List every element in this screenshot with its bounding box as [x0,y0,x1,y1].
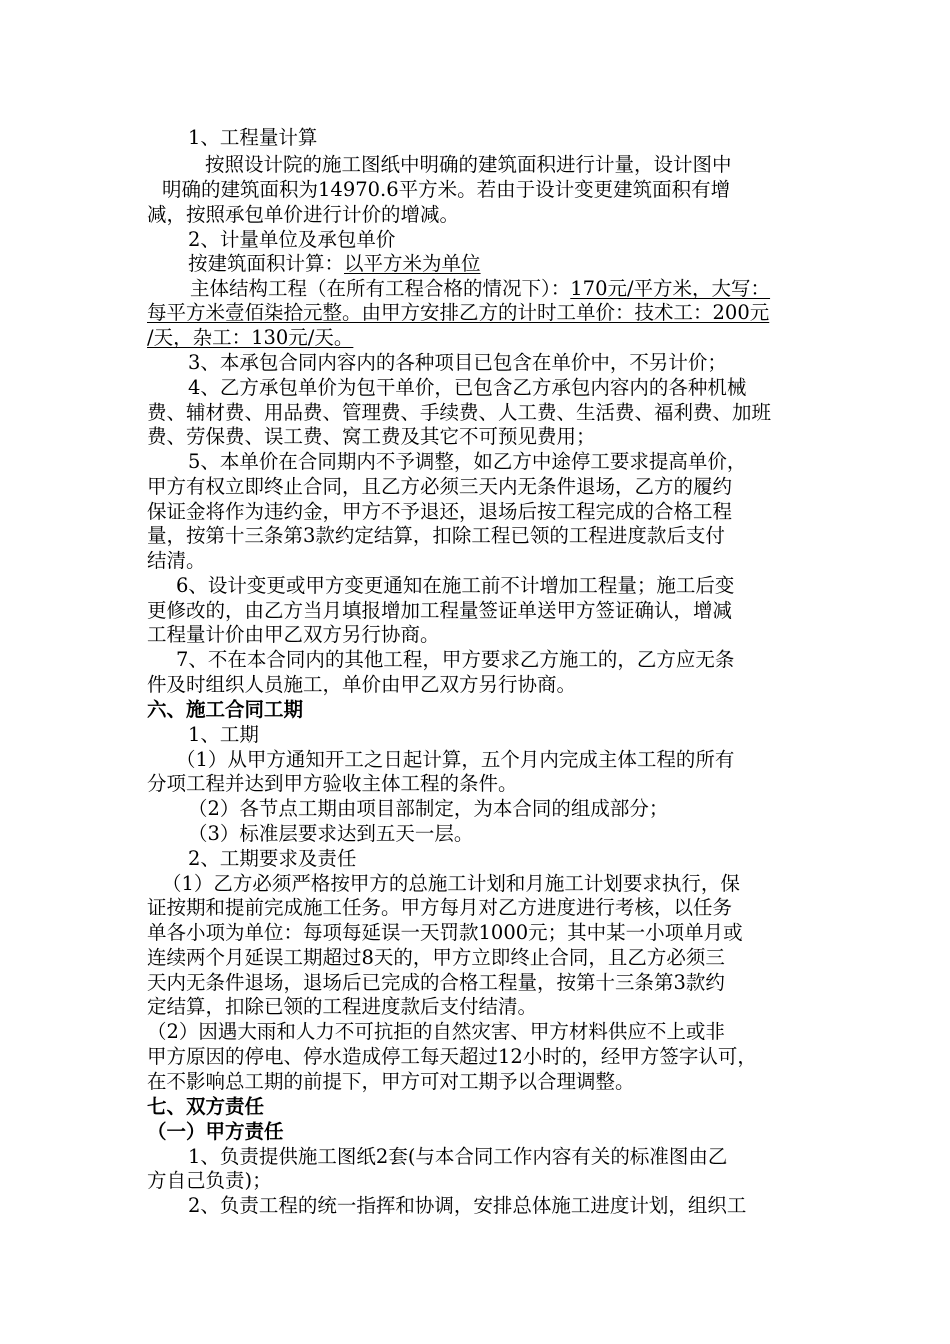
paragraph-line: 件及时组织人员施工，单价由甲乙双方另行协商。 [147,673,577,696]
paragraph-line: （1）乙方必须严格按甲方的总施工计划和月施工计划要求执行，保 [162,872,740,895]
paragraph-line: 保证金将作为违约金，甲方不予退还，退场后按工程完成的合格工程 [147,500,733,523]
paragraph-line: 甲方原因的停电、停水造成停工每天超过12小时的，经甲方签字认可， [147,1045,757,1068]
paragraph-line: 按照设计院的施工图纸中明确的建筑面积进行计量，设计图中 [205,153,732,176]
subsection-heading-bold: （一）甲方责任 [147,1120,284,1143]
section-6-heading: 六、施工合同工期 [147,698,304,721]
paragraph-line: 结清。 [147,549,206,572]
paragraph-line: 量，按第十三条第3款约定结算，扣除工程已领的工程进度款后支付 [147,524,725,547]
paragraph-line: 定结算，扣除已领的工程进度款后支付结清。 [147,995,538,1018]
paragraph-line: 明确的建筑面积为14970.6平方米。若由于设计变更建筑面积有增 [162,178,731,201]
clause-7: 7、不在本合同内的其他工程，甲方要求乙方施工的，乙方应无条 [176,648,735,671]
paragraph-line: 连续两个月延误工期超过8天的，甲方立即终止合同，且乙方必须三 [147,946,725,969]
clause-4: 4、乙方承包单价为包干单价，已包含乙方承包内容内的各种机械 [188,376,747,399]
paragraph-line: （2）各节点工期由项目部制定，为本合同的组成部分； [188,797,669,820]
paragraph-line: 分项工程并达到甲方验收主体工程的条件。 [147,772,518,795]
paragraph-line: 费、劳保费、误工费、窝工费及其它不可预见费用； [147,425,596,448]
underlined-text: 以平方米为单位 [344,252,481,275]
paragraph-line: 天内无条件退场，退场后已完成的合格工程量，按第十三条第3款约 [147,971,725,994]
paragraph-line: 甲方有权立即终止合同，且乙方必须三天内无条件退场，乙方的履约 [147,475,733,498]
paragraph-line: 单各小项为单位：每项每延误一天罚款1000元；其中某一小项单月或 [147,921,743,944]
paragraph-line [188,251,481,276]
clause-3: 3、本承包合同内容内的各种项目已包含在单价中，不另计价； [188,351,727,374]
underlined-line: /天，杂工：130元/天。 [147,326,354,349]
clause-1-heading: 1、工程量计算 [188,126,318,149]
paragraph-line: （3）标准层要求达到五天一层。 [188,822,474,845]
clause-5: 5、本单价在合同期内不予调整，如乙方中途停工要求提高单价， [188,450,747,473]
text-span: 按建筑面积计算： [188,252,345,275]
subsection-heading: 1、工期 [188,723,259,746]
paragraph-line: 证按期和提前完成施工任务。甲方每月对乙方进度进行考核，以任务 [147,896,733,919]
paragraph-line: 方自己负责)； [147,1169,272,1192]
subsection-heading: 2、工期要求及责任 [188,847,357,870]
paragraph-line: 减，按照承包单价进行计价的增减。 [147,203,460,226]
paragraph-line [190,276,770,301]
paragraph-line: 费、辅材费、用品费、管理费、手续费、人工费、生活费、福利费、加班 [147,401,772,424]
clause-6: 6、设计变更或甲方变更通知在施工前不计增加工程量；施工后变 [176,574,735,597]
paragraph-line: 工程量计价由甲乙双方另行协商。 [147,623,440,646]
clause-2-heading: 2、计量单位及承包单价 [188,228,396,251]
text-span: 主体结构工程（在所有工程合格的情况下）： [190,277,571,300]
underlined-line: 每平方米壹佰柒拾元整。由甲方安排乙方的计时工单价：技术工：200元 [147,301,770,324]
section-7-heading: 七、双方责任 [147,1095,265,1118]
paragraph-line: 在不影响总工期的前提下，甲方可对工期予以合理调整。 [147,1070,635,1093]
paragraph-line: 1、负责提供施工图纸2套(与本合同工作内容有关的标准图由乙 [188,1145,728,1168]
paragraph-line: （1）从甲方通知开工之日起计算，五个月内完成主体工程的所有 [176,748,735,771]
paragraph-line: 更修改的，由乙方当月填报增加工程量签证单送甲方签证确认，增减 [147,599,733,622]
paragraph-line: 2、负责工程的统一指挥和协调，安排总体施工进度计划，组织工 [188,1194,747,1217]
underlined-text: 170元/平方米，大写： [570,277,771,300]
paragraph-line: （2）因遇大雨和人力不可抗拒的自然灾害、甲方材料供应不上或非 [147,1020,725,1043]
